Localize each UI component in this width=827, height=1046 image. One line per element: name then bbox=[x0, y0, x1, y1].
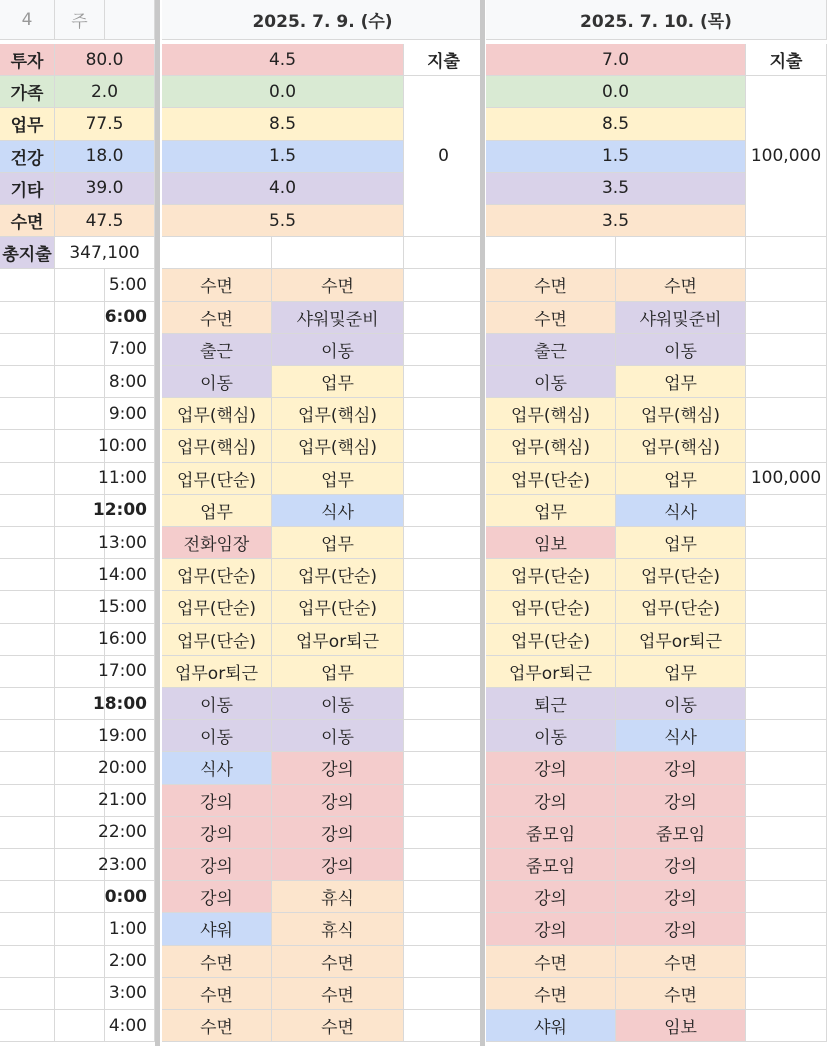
time-slot-label[interactable]: 2:00 bbox=[105, 946, 155, 978]
day2-slot-expense[interactable] bbox=[746, 591, 827, 623]
day1-second-half-activity[interactable]: 샤워및준비 bbox=[272, 302, 404, 334]
day2-first-half-activity[interactable]: 업무(단순) bbox=[486, 559, 616, 591]
day2-second-half-activity[interactable]: 업무 bbox=[616, 527, 746, 559]
day1-slot-expense[interactable] bbox=[404, 398, 484, 430]
day1-second-half-activity[interactable]: 이동 bbox=[272, 334, 404, 366]
day2-category-hours[interactable]: 1.5 bbox=[486, 141, 746, 173]
empty-cell[interactable] bbox=[486, 237, 616, 269]
day2-first-half-activity[interactable]: 강의 bbox=[486, 752, 616, 784]
time-slot-label[interactable]: 4:00 bbox=[105, 1010, 155, 1042]
day2-first-half-activity[interactable]: 업무(단순) bbox=[486, 463, 616, 495]
category-total-cell[interactable]: 47.5 bbox=[55, 205, 155, 237]
day2-slot-expense[interactable] bbox=[746, 817, 827, 849]
empty-cell[interactable] bbox=[0, 688, 55, 720]
day2-category-hours[interactable]: 7.0 bbox=[486, 44, 746, 76]
day1-second-half-activity[interactable]: 수면 bbox=[272, 946, 404, 978]
day2-second-half-activity[interactable]: 샤워및준비 bbox=[616, 302, 746, 334]
empty-cell[interactable] bbox=[0, 269, 55, 301]
day1-slot-expense[interactable] bbox=[404, 785, 484, 817]
day1-first-half-activity[interactable]: 업무(단순) bbox=[162, 463, 272, 495]
day1-slot-expense[interactable] bbox=[404, 527, 484, 559]
day2-second-half-activity[interactable]: 강의 bbox=[616, 913, 746, 945]
empty-cell[interactable] bbox=[0, 430, 55, 462]
time-slot-label[interactable]: 22:00 bbox=[105, 817, 155, 849]
day1-slot-expense[interactable] bbox=[404, 946, 484, 978]
day1-first-half-activity[interactable]: 샤워 bbox=[162, 913, 272, 945]
day2-slot-expense[interactable] bbox=[746, 269, 827, 301]
day2-second-half-activity[interactable]: 업무(단순) bbox=[616, 559, 746, 591]
header-blank-cell[interactable] bbox=[105, 0, 155, 40]
time-slot-label[interactable]: 13:00 bbox=[105, 527, 155, 559]
empty-cell[interactable] bbox=[0, 752, 55, 784]
day1-slot-expense[interactable] bbox=[404, 656, 484, 688]
day2-first-half-activity[interactable]: 퇴근 bbox=[486, 688, 616, 720]
category-total-cell[interactable]: 80.0 bbox=[55, 44, 155, 76]
day2-second-half-activity[interactable]: 업무 bbox=[616, 656, 746, 688]
empty-cell[interactable] bbox=[0, 785, 55, 817]
column-group-separator bbox=[155, 0, 160, 1046]
day1-second-half-activity[interactable]: 이동 bbox=[272, 720, 404, 752]
day2-category-hours[interactable]: 3.5 bbox=[486, 173, 746, 205]
day2-first-half-activity[interactable]: 업무 bbox=[486, 495, 616, 527]
empty-cell[interactable] bbox=[162, 237, 272, 269]
row-number-cell[interactable]: 4 bbox=[0, 0, 55, 40]
day2-first-half-activity[interactable]: 이동 bbox=[486, 720, 616, 752]
day1-slot-expense[interactable] bbox=[404, 849, 484, 881]
day2-slot-expense[interactable] bbox=[746, 881, 827, 913]
day2-slot-expense[interactable] bbox=[746, 656, 827, 688]
day1-category-hours[interactable]: 8.5 bbox=[162, 108, 404, 140]
day1-first-half-activity[interactable]: 강의 bbox=[162, 785, 272, 817]
time-slot-label[interactable]: 10:00 bbox=[105, 430, 155, 462]
empty-cell[interactable] bbox=[55, 398, 105, 430]
category-name-cell[interactable]: 수면 bbox=[0, 205, 55, 237]
empty-cell[interactable] bbox=[0, 302, 55, 334]
empty-cell[interactable] bbox=[0, 1010, 55, 1042]
day1-slot-expense[interactable] bbox=[404, 269, 484, 301]
day2-second-half-activity[interactable]: 업무 bbox=[616, 463, 746, 495]
day2-first-half-activity[interactable]: 수면 bbox=[486, 269, 616, 301]
time-slot-label[interactable]: 3:00 bbox=[105, 978, 155, 1010]
empty-cell[interactable] bbox=[0, 495, 55, 527]
day1-second-half-activity[interactable]: 강의 bbox=[272, 849, 404, 881]
time-slot-label[interactable]: 23:00 bbox=[105, 849, 155, 881]
category-name-cell[interactable]: 기타 bbox=[0, 173, 55, 205]
day2-first-half-activity[interactable]: 업무(핵심) bbox=[486, 430, 616, 462]
day1-slot-expense[interactable] bbox=[404, 688, 484, 720]
day2-slot-expense[interactable] bbox=[746, 366, 827, 398]
day1-second-half-activity[interactable]: 업무(핵심) bbox=[272, 398, 404, 430]
time-slot-label[interactable]: 5:00 bbox=[105, 269, 155, 301]
day1-first-half-activity[interactable]: 업무(단순) bbox=[162, 559, 272, 591]
time-slot-label[interactable]: 7:00 bbox=[105, 334, 155, 366]
empty-cell[interactable] bbox=[0, 720, 55, 752]
day2-first-half-activity[interactable]: 업무or퇴근 bbox=[486, 656, 616, 688]
day2-expense-label[interactable]: 지출 bbox=[746, 44, 827, 76]
day2-first-half-activity[interactable]: 수면 bbox=[486, 302, 616, 334]
day2-slot-expense[interactable] bbox=[746, 1010, 827, 1042]
day2-slot-expense[interactable] bbox=[746, 624, 827, 656]
time-slot-label[interactable]: 18:00 bbox=[105, 688, 155, 720]
day1-slot-expense[interactable] bbox=[404, 591, 484, 623]
day2-first-half-activity[interactable]: 수면 bbox=[486, 978, 616, 1010]
empty-cell[interactable] bbox=[55, 913, 105, 945]
time-slot-label[interactable]: 19:00 bbox=[105, 720, 155, 752]
day1-second-half-activity[interactable]: 업무 bbox=[272, 527, 404, 559]
day2-category-hours[interactable]: 8.5 bbox=[486, 108, 746, 140]
day1-second-half-activity[interactable]: 수면 bbox=[272, 1010, 404, 1042]
day1-slot-expense[interactable] bbox=[404, 624, 484, 656]
time-slot-label[interactable]: 9:00 bbox=[105, 398, 155, 430]
empty-cell[interactable] bbox=[0, 398, 55, 430]
empty-cell[interactable] bbox=[0, 591, 55, 623]
empty-cell[interactable] bbox=[55, 978, 105, 1010]
day2-slot-expense[interactable] bbox=[746, 334, 827, 366]
category-name-cell[interactable]: 업무 bbox=[0, 108, 55, 140]
empty-cell[interactable] bbox=[746, 237, 827, 269]
day2-first-half-activity[interactable]: 샤워 bbox=[486, 1010, 616, 1042]
day1-second-half-activity[interactable]: 업무or퇴근 bbox=[272, 624, 404, 656]
empty-cell[interactable] bbox=[0, 559, 55, 591]
empty-cell[interactable] bbox=[55, 334, 105, 366]
day1-second-half-activity[interactable]: 휴식 bbox=[272, 881, 404, 913]
day2-first-half-activity[interactable]: 줌모임 bbox=[486, 817, 616, 849]
day2-second-half-activity[interactable]: 이동 bbox=[616, 688, 746, 720]
day1-first-half-activity[interactable]: 강의 bbox=[162, 817, 272, 849]
day1-first-half-activity[interactable]: 수면 bbox=[162, 302, 272, 334]
day2-slot-expense[interactable] bbox=[746, 946, 827, 978]
day2-second-half-activity[interactable]: 강의 bbox=[616, 785, 746, 817]
day2-slot-expense[interactable] bbox=[746, 720, 827, 752]
day2-first-half-activity[interactable]: 줌모임 bbox=[486, 849, 616, 881]
day2-first-half-activity[interactable]: 출근 bbox=[486, 334, 616, 366]
day1-slot-expense[interactable] bbox=[404, 881, 484, 913]
empty-cell[interactable] bbox=[0, 849, 55, 881]
day2-first-half-activity[interactable]: 업무(핵심) bbox=[486, 398, 616, 430]
category-total-cell[interactable]: 39.0 bbox=[55, 173, 155, 205]
category-total-cell[interactable]: 18.0 bbox=[55, 141, 155, 173]
empty-cell[interactable] bbox=[55, 1010, 105, 1042]
day2-slot-expense[interactable] bbox=[746, 430, 827, 462]
empty-cell[interactable] bbox=[55, 302, 105, 334]
day1-first-half-activity[interactable]: 업무(핵심) bbox=[162, 398, 272, 430]
empty-cell[interactable] bbox=[55, 946, 105, 978]
day2-second-half-activity[interactable]: 줌모임 bbox=[616, 817, 746, 849]
day1-first-half-activity[interactable]: 수면 bbox=[162, 978, 272, 1010]
empty-cell[interactable] bbox=[55, 269, 105, 301]
day1-slot-expense[interactable] bbox=[404, 913, 484, 945]
day2-second-half-activity[interactable]: 업무(핵심) bbox=[616, 398, 746, 430]
day2-second-half-activity[interactable]: 이동 bbox=[616, 334, 746, 366]
empty-cell[interactable] bbox=[0, 334, 55, 366]
day1-category-hours[interactable]: 4.5 bbox=[162, 44, 404, 76]
day2-slot-expense[interactable] bbox=[746, 398, 827, 430]
day1-category-hours[interactable]: 0.0 bbox=[162, 76, 404, 108]
empty-cell[interactable] bbox=[616, 237, 746, 269]
day1-second-half-activity[interactable]: 수면 bbox=[272, 269, 404, 301]
day1-slot-expense[interactable] bbox=[404, 978, 484, 1010]
day2-second-half-activity[interactable]: 강의 bbox=[616, 752, 746, 784]
day1-first-half-activity[interactable]: 수면 bbox=[162, 946, 272, 978]
day2-slot-expense[interactable] bbox=[746, 978, 827, 1010]
day1-slot-expense[interactable] bbox=[404, 302, 484, 334]
day1-second-half-activity[interactable]: 강의 bbox=[272, 817, 404, 849]
time-slot-label[interactable]: 14:00 bbox=[105, 559, 155, 591]
day1-slot-expense[interactable] bbox=[404, 559, 484, 591]
day1-slot-expense[interactable] bbox=[404, 334, 484, 366]
day1-category-hours[interactable]: 4.0 bbox=[162, 173, 404, 205]
day1-second-half-activity[interactable]: 수면 bbox=[272, 978, 404, 1010]
day2-slot-expense[interactable] bbox=[746, 752, 827, 784]
day2-slot-expense[interactable] bbox=[746, 302, 827, 334]
day1-second-half-activity[interactable]: 업무(핵심) bbox=[272, 430, 404, 462]
day2-first-half-activity[interactable]: 업무(단순) bbox=[486, 624, 616, 656]
day1-second-half-activity[interactable]: 이동 bbox=[272, 688, 404, 720]
time-slot-label[interactable]: 1:00 bbox=[105, 913, 155, 945]
day1-first-half-activity[interactable]: 이동 bbox=[162, 366, 272, 398]
empty-cell[interactable] bbox=[404, 237, 484, 269]
column-group-separator bbox=[480, 0, 485, 1046]
day2-second-half-activity[interactable]: 업무(핵심) bbox=[616, 430, 746, 462]
empty-cell[interactable] bbox=[0, 913, 55, 945]
day2-slot-expense[interactable] bbox=[746, 559, 827, 591]
day2-first-half-activity[interactable]: 강의 bbox=[486, 913, 616, 945]
time-slot-label[interactable]: 12:00 bbox=[105, 495, 155, 527]
day2-category-hours[interactable]: 3.5 bbox=[486, 205, 746, 237]
category-name-cell[interactable]: 가족 bbox=[0, 76, 55, 108]
empty-cell[interactable] bbox=[0, 463, 55, 495]
day2-second-half-activity[interactable]: 업무or퇴근 bbox=[616, 624, 746, 656]
day2-first-half-activity[interactable]: 업무(단순) bbox=[486, 591, 616, 623]
day2-slot-expense[interactable] bbox=[746, 495, 827, 527]
day2-slot-expense[interactable]: 100,000 bbox=[746, 463, 827, 495]
day1-first-half-activity[interactable]: 업무(단순) bbox=[162, 624, 272, 656]
day2-category-hours[interactable]: 0.0 bbox=[486, 76, 746, 108]
day1-slot-expense[interactable] bbox=[404, 720, 484, 752]
day1-first-half-activity[interactable]: 업무 bbox=[162, 495, 272, 527]
day2-second-half-activity[interactable]: 강의 bbox=[616, 881, 746, 913]
empty-cell[interactable] bbox=[0, 817, 55, 849]
time-slot-label[interactable]: 15:00 bbox=[105, 591, 155, 623]
time-slot-label[interactable]: 17:00 bbox=[105, 656, 155, 688]
empty-cell[interactable] bbox=[0, 624, 55, 656]
day2-second-half-activity[interactable]: 임보 bbox=[616, 1010, 746, 1042]
day1-second-half-activity[interactable]: 식사 bbox=[272, 495, 404, 527]
empty-cell[interactable] bbox=[0, 978, 55, 1010]
day2-first-half-activity[interactable]: 강의 bbox=[486, 881, 616, 913]
empty-cell[interactable] bbox=[0, 527, 55, 559]
day2-second-half-activity[interactable]: 식사 bbox=[616, 720, 746, 752]
time-slot-label[interactable]: 0:00 bbox=[105, 881, 155, 913]
time-slot-label[interactable]: 20:00 bbox=[105, 752, 155, 784]
day1-category-hours[interactable]: 5.5 bbox=[162, 205, 404, 237]
total-expense-label[interactable]: 총지출 bbox=[0, 237, 55, 269]
day1-first-half-activity[interactable]: 강의 bbox=[162, 881, 272, 913]
week-label-cell[interactable]: 주 bbox=[55, 0, 105, 40]
day2-second-half-activity[interactable]: 업무 bbox=[616, 366, 746, 398]
day1-second-half-activity[interactable]: 업무 bbox=[272, 463, 404, 495]
day1-first-half-activity[interactable]: 전화임장 bbox=[162, 527, 272, 559]
day1-slot-expense[interactable] bbox=[404, 366, 484, 398]
category-name-cell[interactable]: 건강 bbox=[0, 141, 55, 173]
day1-slot-expense[interactable] bbox=[404, 817, 484, 849]
day1-second-half-activity[interactable]: 강의 bbox=[272, 752, 404, 784]
empty-cell[interactable] bbox=[272, 237, 404, 269]
day2-second-half-activity[interactable]: 식사 bbox=[616, 495, 746, 527]
day1-first-half-activity[interactable]: 업무(단순) bbox=[162, 591, 272, 623]
day1-slot-expense[interactable] bbox=[404, 495, 484, 527]
empty-cell[interactable] bbox=[55, 881, 105, 913]
day1-first-half-activity[interactable]: 업무(핵심) bbox=[162, 430, 272, 462]
day1-slot-expense[interactable] bbox=[404, 752, 484, 784]
day1-second-half-activity[interactable]: 업무(단순) bbox=[272, 591, 404, 623]
day2-first-half-activity[interactable]: 수면 bbox=[486, 946, 616, 978]
day1-first-half-activity[interactable]: 출근 bbox=[162, 334, 272, 366]
day1-first-half-activity[interactable]: 강의 bbox=[162, 849, 272, 881]
day2-first-half-activity[interactable]: 임보 bbox=[486, 527, 616, 559]
empty-cell[interactable] bbox=[0, 366, 55, 398]
day2-second-half-activity[interactable]: 수면 bbox=[616, 946, 746, 978]
time-slot-label[interactable]: 16:00 bbox=[105, 624, 155, 656]
time-slot-label[interactable]: 6:00 bbox=[105, 302, 155, 334]
category-name-cell[interactable]: 투자 bbox=[0, 44, 55, 76]
day2-second-half-activity[interactable]: 업무(단순) bbox=[616, 591, 746, 623]
empty-cell[interactable] bbox=[0, 881, 55, 913]
day2-slot-expense[interactable] bbox=[746, 688, 827, 720]
day1-second-half-activity[interactable]: 업무(단순) bbox=[272, 559, 404, 591]
day1-category-hours[interactable]: 1.5 bbox=[162, 141, 404, 173]
day1-second-half-activity[interactable]: 휴식 bbox=[272, 913, 404, 945]
time-slot-label[interactable]: 11:00 bbox=[105, 463, 155, 495]
day1-expense-value[interactable]: 0 bbox=[404, 76, 484, 237]
empty-cell[interactable] bbox=[55, 366, 105, 398]
day2-slot-expense[interactable] bbox=[746, 785, 827, 817]
day1-expense-label[interactable]: 지출 bbox=[404, 44, 484, 76]
day1-second-half-activity[interactable]: 업무 bbox=[272, 366, 404, 398]
time-slot-label[interactable]: 8:00 bbox=[105, 366, 155, 398]
time-slot-label[interactable]: 21:00 bbox=[105, 785, 155, 817]
day1-slot-expense[interactable] bbox=[404, 430, 484, 462]
day1-date-header[interactable]: 2025. 7. 9. (수) bbox=[162, 0, 484, 40]
day1-first-half-activity[interactable]: 업무or퇴근 bbox=[162, 656, 272, 688]
day2-slot-expense[interactable] bbox=[746, 849, 827, 881]
day1-first-half-activity[interactable]: 이동 bbox=[162, 720, 272, 752]
day2-slot-expense[interactable] bbox=[746, 527, 827, 559]
day2-second-half-activity[interactable]: 수면 bbox=[616, 269, 746, 301]
day2-first-half-activity[interactable]: 이동 bbox=[486, 366, 616, 398]
day2-slot-expense[interactable] bbox=[746, 913, 827, 945]
day2-second-half-activity[interactable]: 수면 bbox=[616, 978, 746, 1010]
day2-second-half-activity[interactable]: 강의 bbox=[616, 849, 746, 881]
day1-first-half-activity[interactable]: 수면 bbox=[162, 269, 272, 301]
day1-slot-expense[interactable] bbox=[404, 1010, 484, 1042]
day1-second-half-activity[interactable]: 강의 bbox=[272, 785, 404, 817]
day2-date-header[interactable]: 2025. 7. 10. (목) bbox=[486, 0, 827, 40]
day1-second-half-activity[interactable]: 업무 bbox=[272, 656, 404, 688]
day1-slot-expense[interactable] bbox=[404, 463, 484, 495]
category-total-cell[interactable]: 77.5 bbox=[55, 108, 155, 140]
empty-cell[interactable] bbox=[0, 656, 55, 688]
empty-cell[interactable] bbox=[0, 946, 55, 978]
day2-first-half-activity[interactable]: 강의 bbox=[486, 785, 616, 817]
day1-first-half-activity[interactable]: 이동 bbox=[162, 688, 272, 720]
day1-first-half-activity[interactable]: 식사 bbox=[162, 752, 272, 784]
category-total-cell[interactable]: 2.0 bbox=[55, 76, 155, 108]
total-expense-value[interactable]: 347,100 bbox=[55, 237, 155, 269]
day2-expense-value[interactable]: 100,000 bbox=[746, 76, 827, 237]
day1-first-half-activity[interactable]: 수면 bbox=[162, 1010, 272, 1042]
